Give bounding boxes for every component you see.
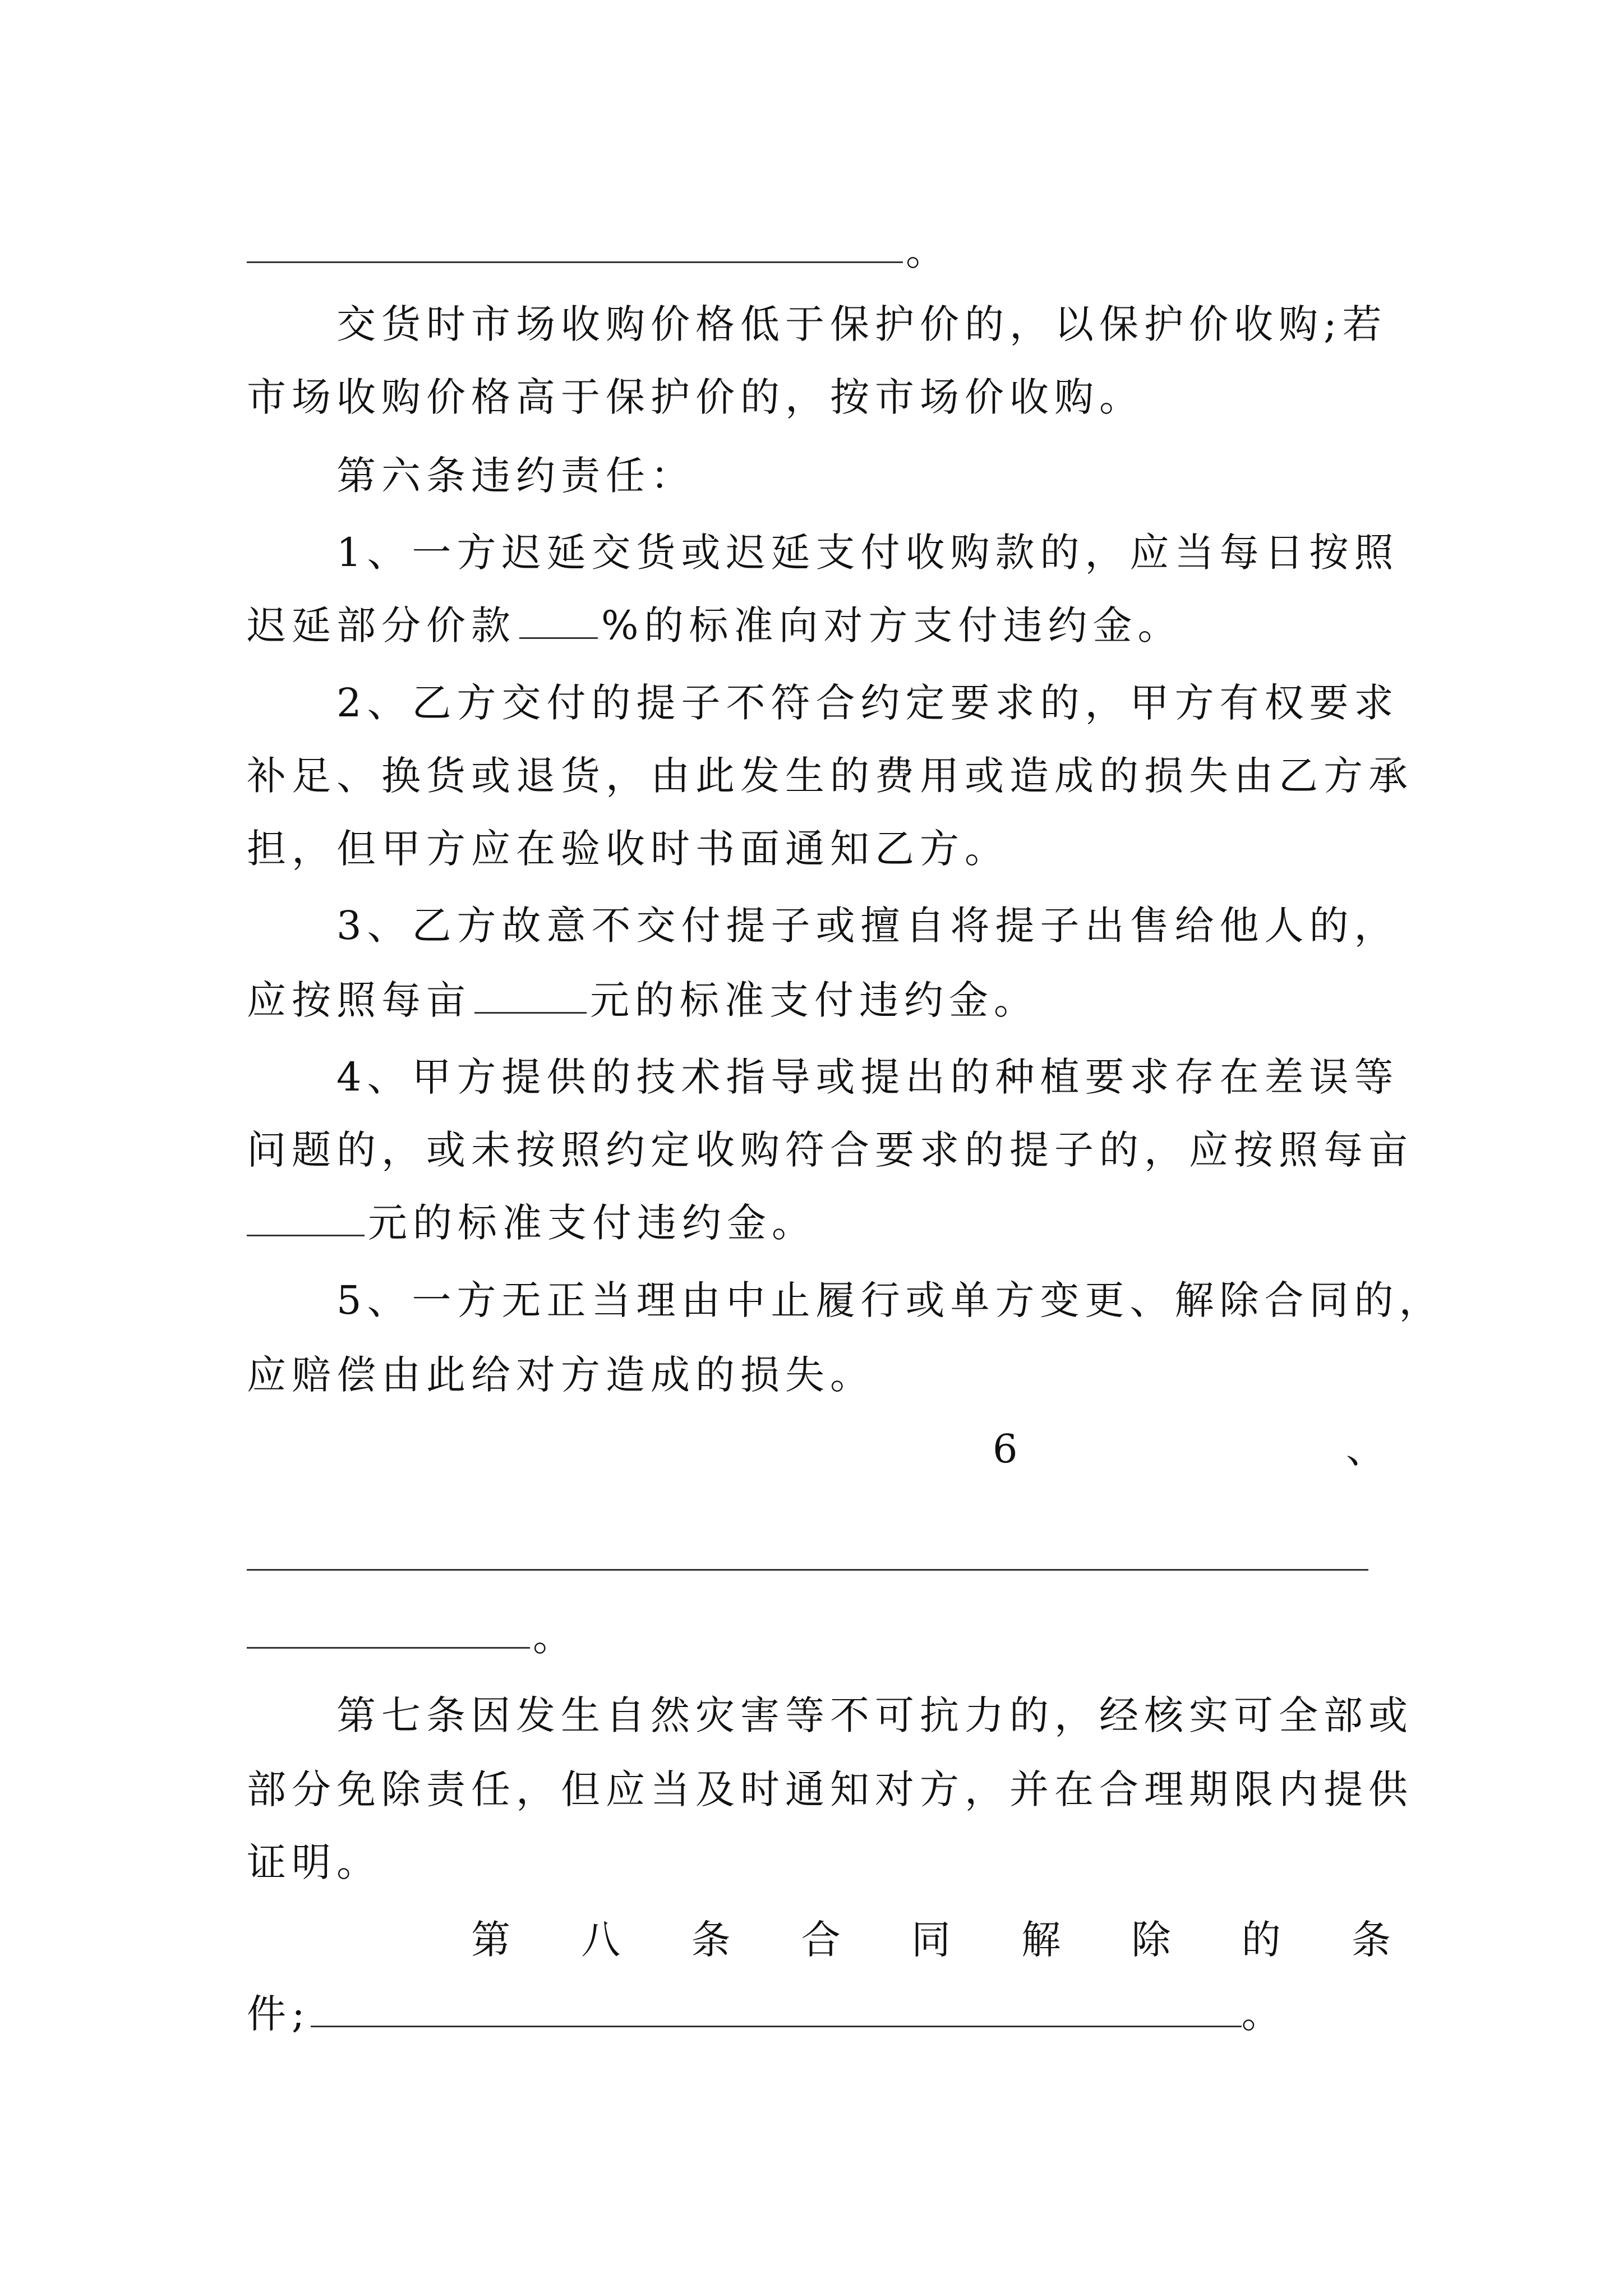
text-segment: 元的标准支付违约金。: [590, 977, 1039, 1023]
article-6-title: 第六条违约责任：: [336, 453, 695, 499]
title-char: 条: [691, 1917, 731, 1963]
paragraph-line: 市场收购价格高于保护价的，按市场价收购。: [247, 374, 1144, 420]
blank-line: [247, 1569, 1368, 1571]
text-segment: 应按照每亩: [247, 977, 471, 1023]
period-mark: 。: [906, 228, 945, 274]
title-char: 第: [471, 1917, 510, 1963]
title-char: 条: [1352, 1917, 1391, 1963]
enumeration-comma: 、: [1346, 1426, 1385, 1472]
period-mark: 。: [1241, 1991, 1287, 2037]
paragraph-line: [247, 972, 1391, 1028]
title-char: 八: [581, 1917, 621, 1963]
paragraph-line: [247, 597, 1391, 654]
paragraph-line: 部分免除责任，但应当及时通知对方，并在合理期限内提供: [247, 1766, 1413, 1812]
paragraph-line: 4、甲方提供的技术指导或提出的种植要求存在差误等: [336, 1054, 1399, 1100]
fill-blank: [474, 977, 587, 1014]
article-8-title: [471, 1912, 1391, 1968]
paragraph-line: [247, 1195, 1391, 1251]
title-char: 解: [1021, 1917, 1061, 1963]
title-char: 同: [911, 1917, 951, 1963]
item-number: 6: [993, 1426, 1018, 1472]
paragraph-line: 第七条因发生自然灾害等不可抗力的，经核实可全部或: [336, 1692, 1413, 1738]
paragraph-line: 担，但甲方应在验收时书面通知乙方。: [247, 826, 1009, 872]
title-char: 合: [801, 1917, 841, 1963]
blank-line: [247, 261, 903, 263]
title-char: 除: [1131, 1917, 1171, 1963]
paragraph-line: 交货时市场收购价格低于保护价的，以保护价收购;若: [336, 301, 1387, 347]
text-segment: 迟延部分价款: [247, 602, 516, 648]
fill-blank: [247, 1200, 365, 1236]
fill-blank: [519, 602, 598, 639]
paragraph-line: 问题的，或未按照约定收购符合要求的提子的，应按照每亩: [247, 1127, 1413, 1173]
text-segment: 元的标准支付违约金。: [368, 1200, 817, 1246]
blank-line: [247, 1647, 530, 1649]
text-segment: 件;: [247, 1991, 311, 2037]
paragraph-line: 补足、换货或退货，由此发生的费用或造成的损失由乙方承: [247, 753, 1413, 799]
paragraph-line: 5、一方无正当理由中止履行或单方变更、解除合同的，: [336, 1277, 1444, 1323]
paragraph-line: [247, 1986, 1391, 2042]
paragraph-line: 2、乙方交付的提子不符合约定要求的，甲方有权要求: [336, 680, 1399, 726]
paragraph-line: 应赔偿由此给对方造成的损失。: [247, 1352, 875, 1398]
title-char: 的: [1241, 1917, 1281, 1963]
paragraph-line: 3、乙方故意不交付提子或擅自将提子出售给他人的，: [336, 903, 1399, 949]
paragraph-line: 1、一方迟延交货或迟延支付收购款的，应当每日按照: [336, 530, 1399, 576]
paragraph-line: 证明。: [247, 1839, 381, 1885]
period-mark: 。: [533, 1614, 572, 1660]
fill-blank: [311, 1991, 1242, 2027]
text-segment: %的标准向对方支付违约金。: [601, 602, 1183, 648]
